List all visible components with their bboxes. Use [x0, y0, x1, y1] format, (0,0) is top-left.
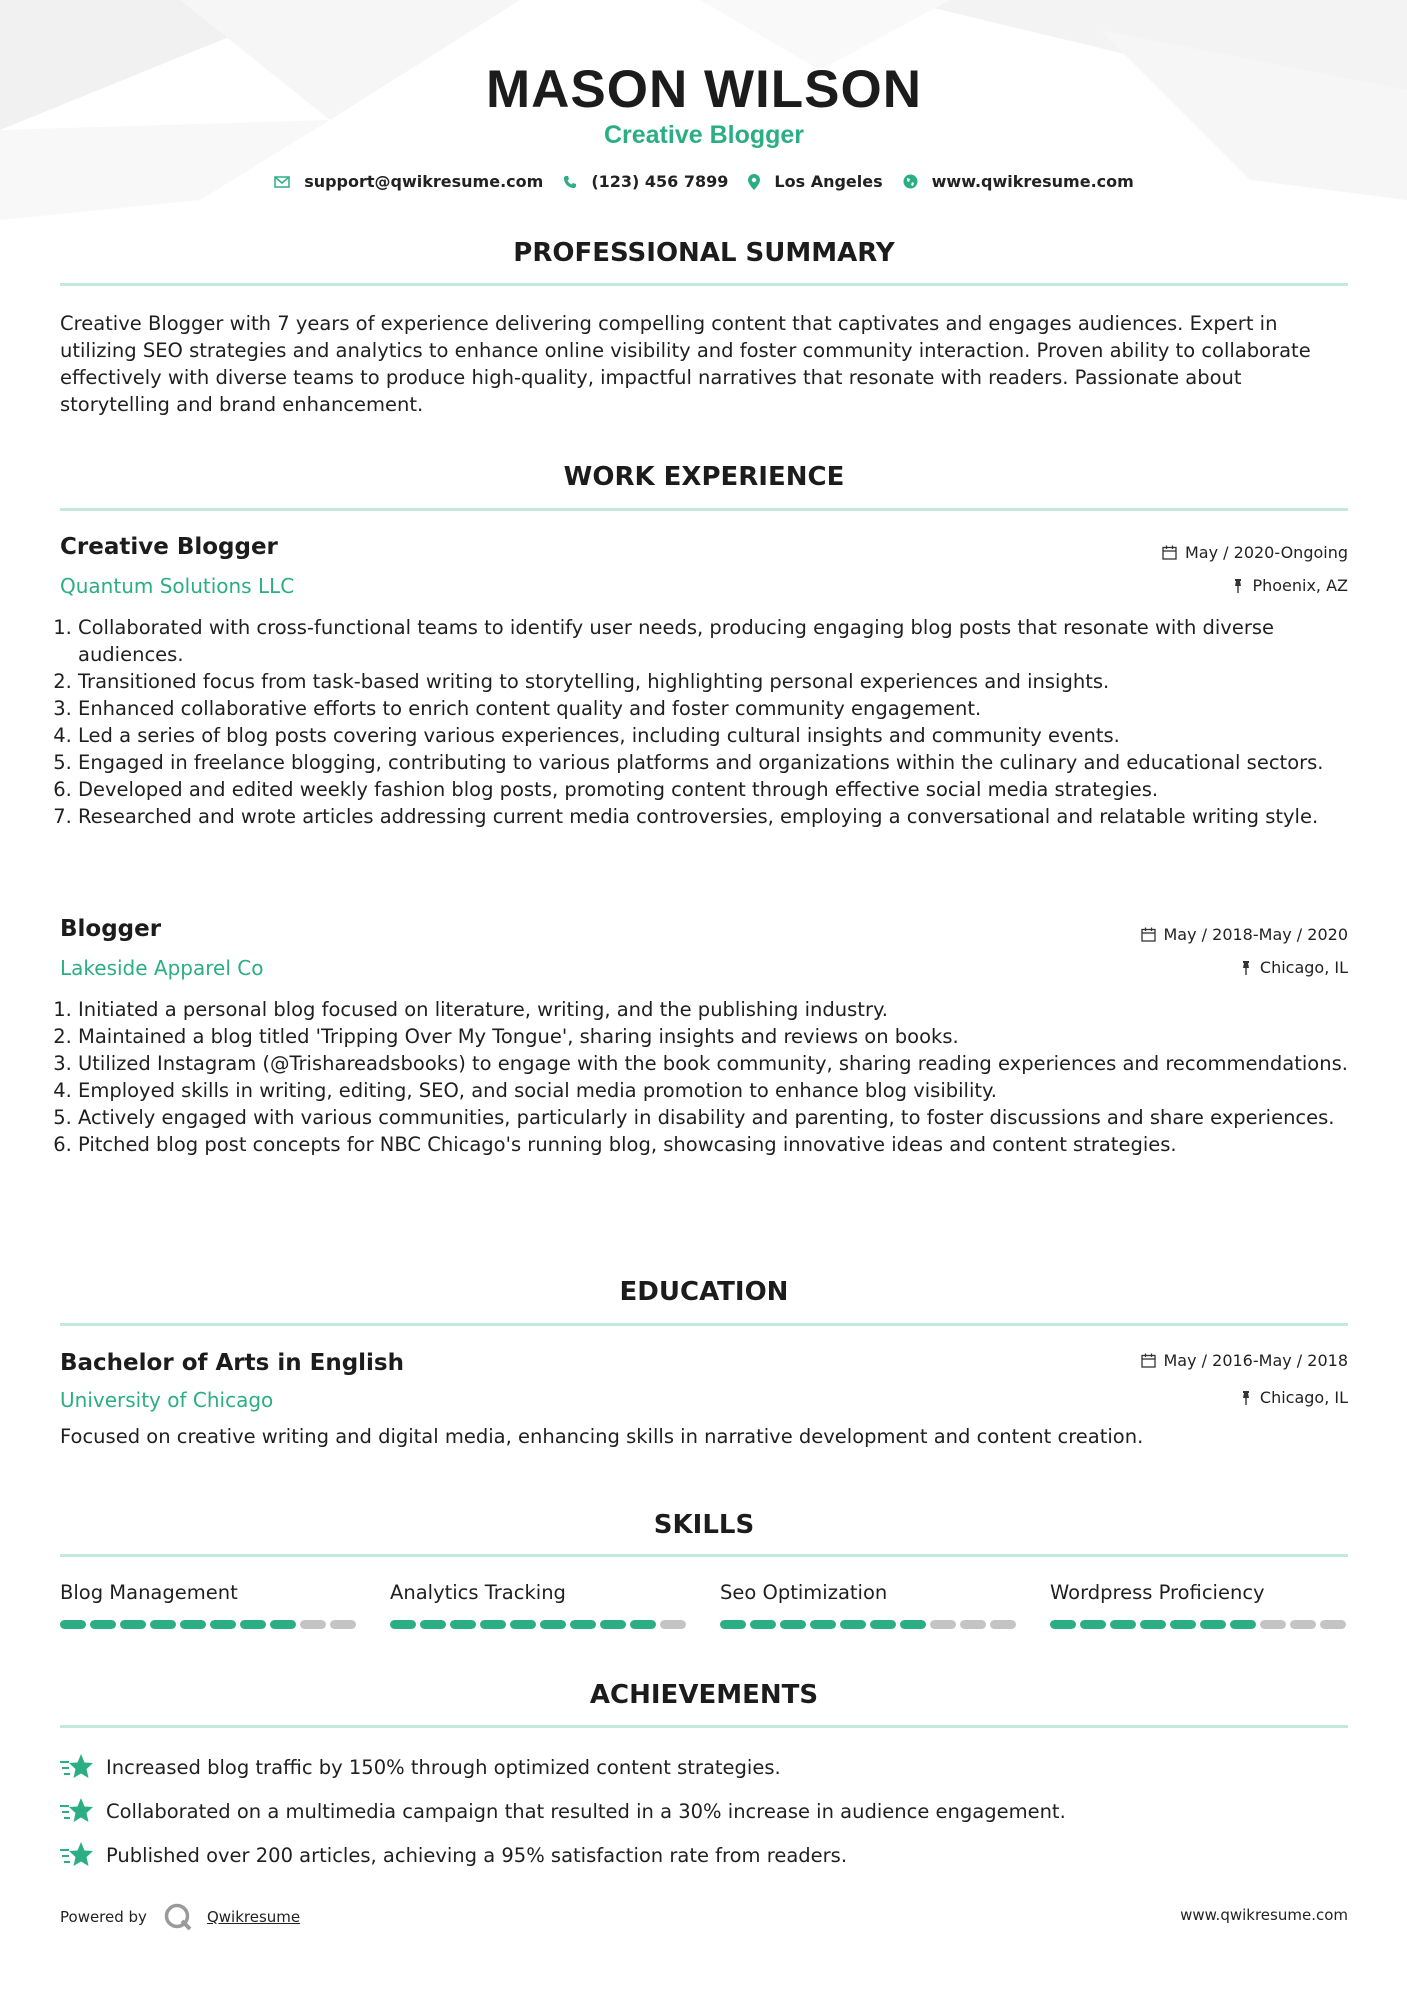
- list-item: 4. Led a series of blog posts covering various experiences, including cultural insights and community events.: [78, 722, 1366, 749]
- job-bullets: [60, 614, 1366, 830]
- skill-segment-empty: [300, 1620, 326, 1629]
- pin-icon: [1240, 961, 1252, 975]
- skill-segment-filled: [1230, 1620, 1256, 1629]
- skill-segment-empty: [930, 1620, 956, 1629]
- list-item: 6. Pitched blog post concepts for NBC Chicago's running blog, showcasing innovative ideas and content strategies.: [78, 1131, 1366, 1158]
- job-title: Creative Blogger: [60, 534, 278, 560]
- phone-text: (123) 456 7899: [591, 172, 729, 191]
- skill-segment-filled: [870, 1620, 896, 1629]
- skill-segment-filled: [270, 1620, 296, 1629]
- job-dates-text: May / 2020-Ongoing: [1185, 543, 1348, 562]
- skill-item: [390, 1580, 690, 1629]
- education-location: [1240, 1388, 1348, 1407]
- phone-icon: [563, 175, 577, 189]
- skill-label: Seo Optimization: [720, 1581, 888, 1604]
- skill-segment-empty: [960, 1620, 986, 1629]
- job-company: Quantum Solutions LLC: [60, 574, 295, 598]
- skill-segment-empty: [990, 1620, 1016, 1629]
- education-dates-text: May / 2016-May / 2018: [1163, 1351, 1348, 1370]
- skill-segment-filled: [210, 1620, 236, 1629]
- skill-bar: [1050, 1620, 1350, 1629]
- skill-segment-filled: [150, 1620, 176, 1629]
- job-location: [1240, 958, 1348, 977]
- skill-segment-filled: [750, 1620, 776, 1629]
- job-bullets: [60, 996, 1366, 1158]
- star-icon: [60, 1753, 94, 1781]
- contact-phone[interactable]: [563, 172, 728, 191]
- skill-segment-empty: [660, 1620, 686, 1629]
- skill-segment-filled: [630, 1620, 656, 1629]
- education-divider: [60, 1323, 1348, 1326]
- skill-label: Analytics Tracking: [390, 1581, 566, 1604]
- summary-heading: PROFESSIONAL SUMMARY: [513, 238, 895, 268]
- skill-segment-filled: [900, 1620, 926, 1629]
- skill-segment-filled: [1200, 1620, 1226, 1629]
- calendar-icon: [1141, 927, 1156, 942]
- skill-segment-filled: [390, 1620, 416, 1629]
- achievement-text: Collaborated on a multimedia campaign that resulted in a 30% increase in audience engagement.: [106, 1799, 1066, 1823]
- list-item: 7. Researched and wrote articles addressing current media controversies, employing a conversational and relatable writing style.: [78, 803, 1366, 830]
- skill-item: [720, 1580, 1020, 1629]
- skill-segment-filled: [540, 1620, 566, 1629]
- pin-icon: [1240, 1391, 1252, 1405]
- skill-bar: [720, 1620, 1020, 1629]
- skill-segment-filled: [1110, 1620, 1136, 1629]
- skill-segment-filled: [1050, 1620, 1076, 1629]
- calendar-icon: [1162, 545, 1177, 560]
- skill-segment-filled: [90, 1620, 116, 1629]
- education-dates: [1141, 1351, 1349, 1370]
- achievement-text: Increased blog traffic by 150% through optimized content strategies.: [106, 1755, 781, 1779]
- list-item: 4. Employed skills in writing, editing, SEO, and social media promotion to enhance blog visibility.: [78, 1077, 1366, 1104]
- skill-bar: [390, 1620, 690, 1629]
- summary-divider: [60, 283, 1348, 286]
- map-pin-icon: [748, 174, 760, 190]
- website-text: www.qwikresume.com: [931, 172, 1134, 191]
- list-item: 3. Utilized Instagram (@Trishareadsbooks) to engage with the book community, sharing reading experiences and recommendations.: [78, 1050, 1366, 1077]
- achievements-heading: ACHIEVEMENTS: [589, 1680, 819, 1710]
- achievement-item: [60, 1753, 1348, 1781]
- skill-segment-empty: [1260, 1620, 1286, 1629]
- education-location-text: Chicago, IL: [1259, 1388, 1348, 1407]
- brand-link[interactable]: Qwikresume: [206, 1908, 301, 1926]
- job-dates: [1141, 925, 1349, 944]
- candidate-name: MASON WILSON: [486, 60, 922, 119]
- skill-segment-filled: [420, 1620, 446, 1629]
- skill-bar: [60, 1620, 360, 1629]
- list-item: 5. Actively engaged with various communities, particularly in disability and parenting, to foster discussions and share experiences.: [78, 1104, 1366, 1131]
- contact-website[interactable]: [903, 172, 1134, 191]
- skill-segment-filled: [720, 1620, 746, 1629]
- job-title: Blogger: [60, 916, 162, 942]
- calendar-icon: [1141, 1353, 1156, 1368]
- degree-title: Bachelor of Arts in English: [60, 1350, 404, 1376]
- job-company: Lakeside Apparel Co: [60, 956, 264, 980]
- contact-email[interactable]: [274, 172, 543, 191]
- powered-by: [60, 1902, 300, 1932]
- job-dates: [1162, 543, 1348, 562]
- achievement-text: Published over 200 articles, achieving a 95% satisfaction rate from readers.: [106, 1843, 848, 1867]
- skill-segment-filled: [180, 1620, 206, 1629]
- list-item: 5. Engaged in freelance blogging, contributing to various platforms and organizations within the culinary and educational sectors.: [78, 749, 1366, 776]
- skill-segment-filled: [60, 1620, 86, 1629]
- achievement-item: [60, 1797, 1348, 1825]
- contact-bar: [60, 172, 1348, 191]
- skill-segment-filled: [1140, 1620, 1166, 1629]
- skill-segment-filled: [120, 1620, 146, 1629]
- skill-segment-filled: [840, 1620, 866, 1629]
- skill-segment-empty: [1290, 1620, 1316, 1629]
- footer-site-link[interactable]: www.qwikresume.com: [1180, 1906, 1348, 1924]
- job-dates-text: May / 2018-May / 2020: [1163, 925, 1348, 944]
- globe-icon: [903, 174, 918, 189]
- list-item: 1. Collaborated with cross-functional teams to identify user needs, producing engaging blog posts that resonate with diverse audiences.: [78, 614, 1366, 668]
- job-location-text: Phoenix, AZ: [1252, 576, 1348, 595]
- email-text: support@qwikresume.com: [304, 172, 544, 191]
- qwikresume-logo-icon: [163, 1902, 193, 1932]
- list-item: 2. Transitioned focus from task-based writing to storytelling, highlighting personal experiences and insights.: [78, 668, 1366, 695]
- skill-segment-empty: [1320, 1620, 1346, 1629]
- skill-label: Wordpress Proficiency: [1050, 1581, 1265, 1604]
- skill-segment-filled: [510, 1620, 536, 1629]
- contact-location: [748, 172, 882, 191]
- job-location-text: Chicago, IL: [1259, 958, 1348, 977]
- skill-segment-filled: [600, 1620, 626, 1629]
- skill-segment-filled: [780, 1620, 806, 1629]
- skill-item: [1050, 1580, 1350, 1629]
- experience-divider: [60, 508, 1348, 511]
- list-item: 3. Enhanced collaborative efforts to enrich content quality and foster community engagement.: [78, 695, 1366, 722]
- education-heading: EDUCATION: [619, 1277, 789, 1307]
- skill-segment-filled: [480, 1620, 506, 1629]
- skill-segment-filled: [450, 1620, 476, 1629]
- powered-by-label: Powered by: [60, 1908, 147, 1926]
- skill-segment-filled: [570, 1620, 596, 1629]
- skill-segment-filled: [240, 1620, 266, 1629]
- achievement-item: [60, 1841, 1348, 1869]
- achievements-divider: [60, 1725, 1348, 1728]
- school-name: University of Chicago: [60, 1388, 274, 1412]
- summary-text: Creative Blogger with 7 years of experience delivering compelling content that captivates and engages audiences. Expert in utilizing SEO strategies and analytics to enhance online visibility and foster community interaction. Proven ability to collaborate effectively with diverse teams to produce high-quality, impactful narratives that resonate with readers. Passionate about storytelling and brand enhancement.: [60, 312, 1311, 416]
- list-item: 2. Maintained a blog titled 'Tripping Over My Tongue', sharing insights and reviews on books.: [78, 1023, 1366, 1050]
- location-text: Los Angeles: [774, 172, 883, 191]
- skill-segment-filled: [1080, 1620, 1106, 1629]
- experience-heading: WORK EXPERIENCE: [563, 462, 845, 492]
- skills-divider: [60, 1554, 1348, 1557]
- envelope-icon: [274, 176, 290, 188]
- skill-item: [60, 1580, 360, 1629]
- skill-segment-filled: [1170, 1620, 1196, 1629]
- skills-heading: SKILLS: [653, 1510, 755, 1540]
- education-description: Focused on creative writing and digital media, enhancing skills in narrative development and content creation.: [60, 1425, 1144, 1448]
- job-location: [1232, 576, 1348, 595]
- star-icon: [60, 1797, 94, 1825]
- skill-segment-filled: [810, 1620, 836, 1629]
- list-item: 6. Developed and edited weekly fashion blog posts, promoting content through effective social media strategies.: [78, 776, 1366, 803]
- skill-segment-empty: [330, 1620, 356, 1629]
- list-item: 1. Initiated a personal blog focused on literature, writing, and the publishing industry.: [78, 996, 1366, 1023]
- star-icon: [60, 1841, 94, 1869]
- pin-icon: [1232, 579, 1244, 593]
- skill-label: Blog Management: [60, 1581, 238, 1604]
- candidate-role: Creative Blogger: [603, 121, 805, 149]
